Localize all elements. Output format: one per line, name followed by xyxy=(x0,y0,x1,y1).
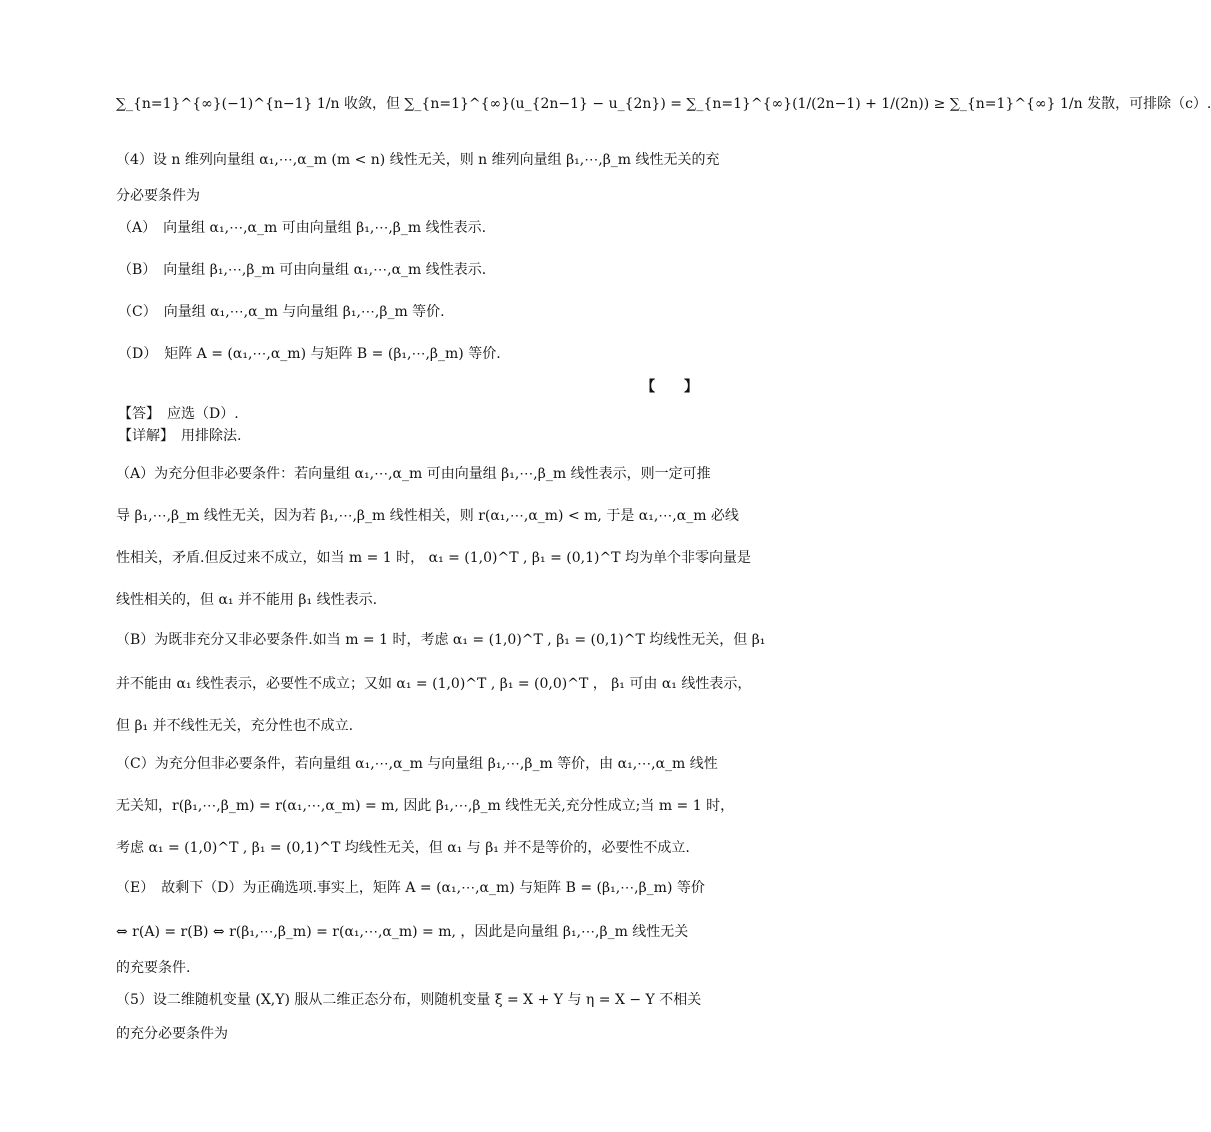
detail-e-line2: ⇔ r(A) = r(B) ⇔ r(β₁,⋯,β_m) = r(α₁,⋯,α_m) = m, ，因此是向量组 β₁,⋯,β_m 线性无关 xyxy=(116,924,689,940)
question-5-stem: （5）设二维随机变量 (X,Y) 服从二维正态分布，则随机变量 ξ = X + Y 与 η = X − Y 不相关 xyxy=(116,992,702,1008)
detail-b-line1: （B）为既非充分又非必要条件.如当 m = 1 时，考虑 α₁ = (1,0)^T , β₁ = (0,1)^T 均线性无关，但 β₁ xyxy=(116,632,766,648)
detail-b-line2: 并不能由 α₁ 线性表示，必要性不成立；又如 α₁ = (1,0)^T , β₁ = (0,0)^T ， β₁ 可由 α₁ 线性表示， xyxy=(116,676,752,692)
detail-b-line3: 但 β₁ 并不线性无关，充分性也不成立. xyxy=(116,718,354,734)
detail-a-line1: （A）为充分但非必要条件：若向量组 α₁,⋯,α_m 可由向量组 β₁,⋯,β_m 线性表示，则一定可推 xyxy=(116,466,711,482)
detail-c-line1: （C）为充分但非必要条件，若向量组 α₁,⋯,α_m 与向量组 β₁,⋯,β_m 等价，由 α₁,⋯,α_m 线性 xyxy=(116,756,718,772)
detail-c-line2: 无关知，r(β₁,⋯,β_m) = r(α₁,⋯,α_m) = m, 因此 β₁,⋯,β_m 线性无关,充分性成立;当 m = 1 时， xyxy=(116,798,735,814)
detail-a-line2: 导 β₁,⋯,β_m 线性无关，因为若 β₁,⋯,β_m 线性相关，则 r(α₁,⋯,α_m) < m, 于是 α₁,⋯,α_m 必线 xyxy=(116,508,739,524)
detail-a-line3: 性相关，矛盾.但反过来不成立，如当 m = 1 时， α₁ = (1,0)^T , β₁ = (0,1)^T 均为单个非零向量是 xyxy=(116,550,751,566)
text-line-1: ∑_{n=1}^{∞}(−1)^{n−1} 1/n 收敛，但 ∑_{n=1}^{∞}(u_{2n−1} − u_{2n}) = ∑_{n=1}^{∞}(1/(2n−1) + 1/(2n)) ≥ ∑_{n=1}^{∞} 1/n 发散，可排除（c）. xyxy=(116,96,1211,112)
question-5-stem-cont: 的充分必要条件为 xyxy=(116,1026,228,1042)
detail-label: 【详解】 用排除法. xyxy=(118,428,242,444)
detail-e-line1: （E） 故剩下（D）为正确选项.事实上，矩阵 A = (α₁,⋯,α_m) 与矩阵 B = (β₁,⋯,β_m) 等价 xyxy=(116,880,705,896)
option-d: （D） 矩阵 A = (α₁,⋯,α_m) 与矩阵 B = (β₁,⋯,β_m) 等价. xyxy=(118,346,501,362)
detail-a-line4: 线性相关的，但 α₁ 并不能用 β₁ 线性表示. xyxy=(116,592,378,608)
answer-bracket: 【 】 xyxy=(641,379,710,395)
question-4-stem: （4）设 n 维列向量组 α₁,⋯,α_m (m < n) 线性无关，则 n 维列向量组 β₁,⋯,β_m 线性无关的充 xyxy=(116,152,720,168)
option-c: （C） 向量组 α₁,⋯,α_m 与向量组 β₁,⋯,β_m 等价. xyxy=(118,304,445,320)
answer-label: 【答】 应选（D）. xyxy=(118,406,239,422)
option-b: （B） 向量组 β₁,⋯,β_m 可由向量组 α₁,⋯,α_m 线性表示. xyxy=(118,262,487,278)
detail-c-line3: 考虑 α₁ = (1,0)^T , β₁ = (0,1)^T 均线性无关，但 α₁ 与 β₁ 并不是等价的，必要性不成立. xyxy=(116,840,690,856)
option-a: （A） 向量组 α₁,⋯,α_m 可由向量组 β₁,⋯,β_m 线性表示. xyxy=(118,220,487,236)
question-4-stem-cont: 分必要条件为 xyxy=(116,188,200,204)
detail-e-line3: 的充要条件. xyxy=(116,960,191,976)
